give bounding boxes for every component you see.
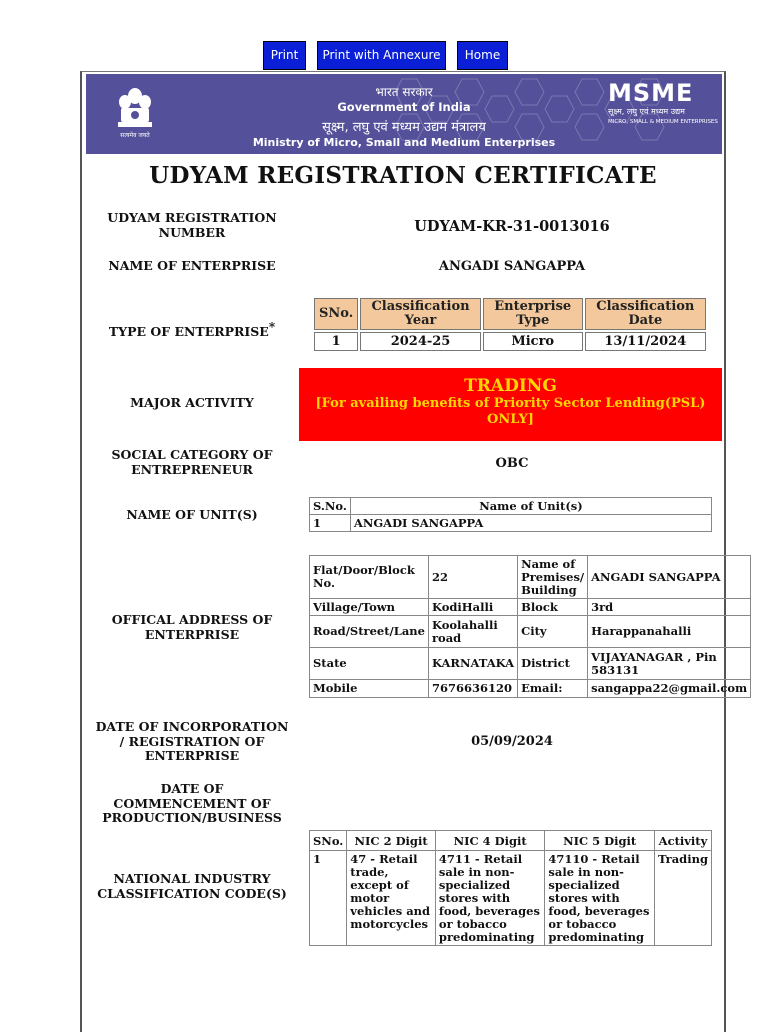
asterisk: * (268, 320, 276, 334)
road-value: Koolahalli road (428, 616, 517, 648)
state-value: KARNATAKA (428, 648, 517, 680)
mobile-label: Mobile (310, 680, 429, 698)
road-label: Road/Street/Lane (310, 616, 429, 648)
nic-table (309, 830, 712, 946)
cell-sno: 1 (310, 515, 351, 532)
label-enterprise-name: NAME OF ENTERPRISE (108, 258, 276, 273)
certificate-title: UDYAM REGISTRATION CERTIFICATE (149, 162, 657, 189)
table-row (310, 599, 751, 616)
units-table (309, 497, 712, 532)
label-major-activity: MAJOR ACTIVITY (130, 395, 254, 410)
cell-date: 13/11/2024 (585, 332, 706, 351)
classification-header-row (314, 298, 706, 330)
block-label: Block (518, 599, 588, 616)
cell-activity: Trading (654, 851, 711, 946)
table-row (314, 332, 706, 351)
msme-english: MICRO, SMALL & MEDIUM ENTERPRISES (608, 119, 718, 125)
hindi-ministry: सूक्ष्म, लघु एवं मध्यम उद्यम मंत्रालय (322, 120, 486, 135)
cell-sno: 1 (310, 851, 347, 946)
district-value: VIJAYANAGAR , Pin 583131 (588, 648, 751, 680)
print-button[interactable]: Print (263, 41, 306, 70)
table-row (310, 616, 751, 648)
label-nic-codes: NATIONAL INDUSTRY CLASSIFICATION CODE(S) (97, 871, 287, 901)
premises-label: Name of Premises/ Building (518, 556, 588, 599)
government-of-india: Government of India (337, 100, 471, 114)
col-enterprise-type: Enterprise Type (483, 298, 583, 330)
flat-value: 22 (428, 556, 517, 599)
block-value: 3rd (588, 599, 751, 616)
table-row (310, 680, 751, 698)
col-sno: S.No. (310, 498, 351, 515)
email-label: Email: (518, 680, 588, 698)
government-banner (86, 74, 722, 154)
cell-unit-name: ANGADI SANGAPPA (350, 515, 711, 532)
cell-type: Micro (483, 332, 583, 351)
district-label: District (518, 648, 588, 680)
cell-nic-5: 47110 - Retail sale in non-specialized stores with food, beverages or tobacco predominating (545, 851, 655, 946)
col-classification-year: Classification Year (360, 298, 481, 330)
premises-value: ANGADI SANGAPPA (588, 556, 751, 599)
hindi-government: भारत सरकार (375, 85, 433, 99)
col-sno: SNo. (310, 831, 347, 851)
city-label: City (518, 616, 588, 648)
ministry-name: Ministry of Micro, Small and Medium Enterprises (252, 136, 556, 149)
village-label: Village/Town (310, 599, 429, 616)
col-classification-date: Classification Date (585, 298, 706, 330)
village-value: KodiHalli (428, 599, 517, 616)
table-row (310, 515, 712, 532)
cell-sno: 1 (314, 332, 358, 351)
state-label: State (310, 648, 429, 680)
major-activity-box (299, 368, 722, 441)
msme-logo-text: MSME (608, 79, 694, 107)
city-value: Harappanahalli (588, 616, 751, 648)
classification-table (312, 296, 708, 353)
table-row (310, 851, 712, 946)
major-activity: TRADING (464, 376, 557, 396)
msme-logo (608, 80, 718, 126)
cell-nic-2: 47 - Retail trade, except of motor vehicles and motorcycles (347, 851, 436, 946)
email-value: sangappa22@gmail.com (588, 680, 751, 698)
nic-header-row (310, 831, 712, 851)
registration-number: UDYAM-KR-31-0013016 (414, 218, 610, 235)
col-nic-2: NIC 2 Digit (347, 831, 436, 851)
social-category: OBC (495, 456, 529, 471)
label-commencement-date: DATE OF COMMENCEMENT OF PRODUCTION/BUSINESS (102, 781, 282, 825)
certificate (80, 71, 748, 1032)
home-button[interactable]: Home (457, 41, 508, 70)
col-sno: SNo. (314, 298, 358, 330)
psl-note: [For availing benefits of Priority Sector Lending(PSL) ONLY] (315, 396, 706, 427)
cell-nic-4: 4711 - Retail sale in non-specialized stores with food, beverages or tobacco predominating (435, 851, 545, 946)
print-with-annexure-button[interactable]: Print with Annexure (317, 41, 446, 70)
emblem-caption: सत्यमेव जयते (120, 132, 150, 139)
col-nic-5: NIC 5 Digit (545, 831, 655, 851)
mobile-value: 7676636120 (428, 680, 517, 698)
label-enterprise-type (92, 320, 292, 340)
units-header-row (310, 498, 712, 515)
label-units: NAME OF UNIT(S) (126, 507, 258, 522)
msme-hindi: सूक्ष्म, लघु एवं मध्यम उद्यम (608, 107, 685, 116)
address-table (309, 555, 751, 698)
col-activity: Activity (654, 831, 711, 851)
cell-year: 2024-25 (360, 332, 481, 351)
table-row (310, 648, 751, 680)
incorporation-date: 05/09/2024 (471, 734, 553, 749)
label-social-category: SOCIAL CATEGORY OF ENTREPRENEUR (111, 447, 273, 477)
col-nic-4: NIC 4 Digit (435, 831, 545, 851)
flat-label: Flat/Door/Block No. (310, 556, 429, 599)
enterprise-name: ANGADI SANGAPPA (438, 259, 586, 274)
label-enterprise-type-text: TYPE OF ENTERPRISE (108, 324, 269, 340)
label-official-address: OFFICAL ADDRESS OF ENTERPRISE (111, 612, 273, 642)
label-registration-number: UDYAM REGISTRATION NUMBER (107, 210, 277, 240)
col-unit-name: Name of Unit(s) (350, 498, 711, 515)
toolbar (0, 41, 768, 70)
label-incorporation-date: DATE OF INCORPORATION / REGISTRATION OF ENTERPRISE (95, 719, 289, 763)
table-row (310, 556, 751, 599)
